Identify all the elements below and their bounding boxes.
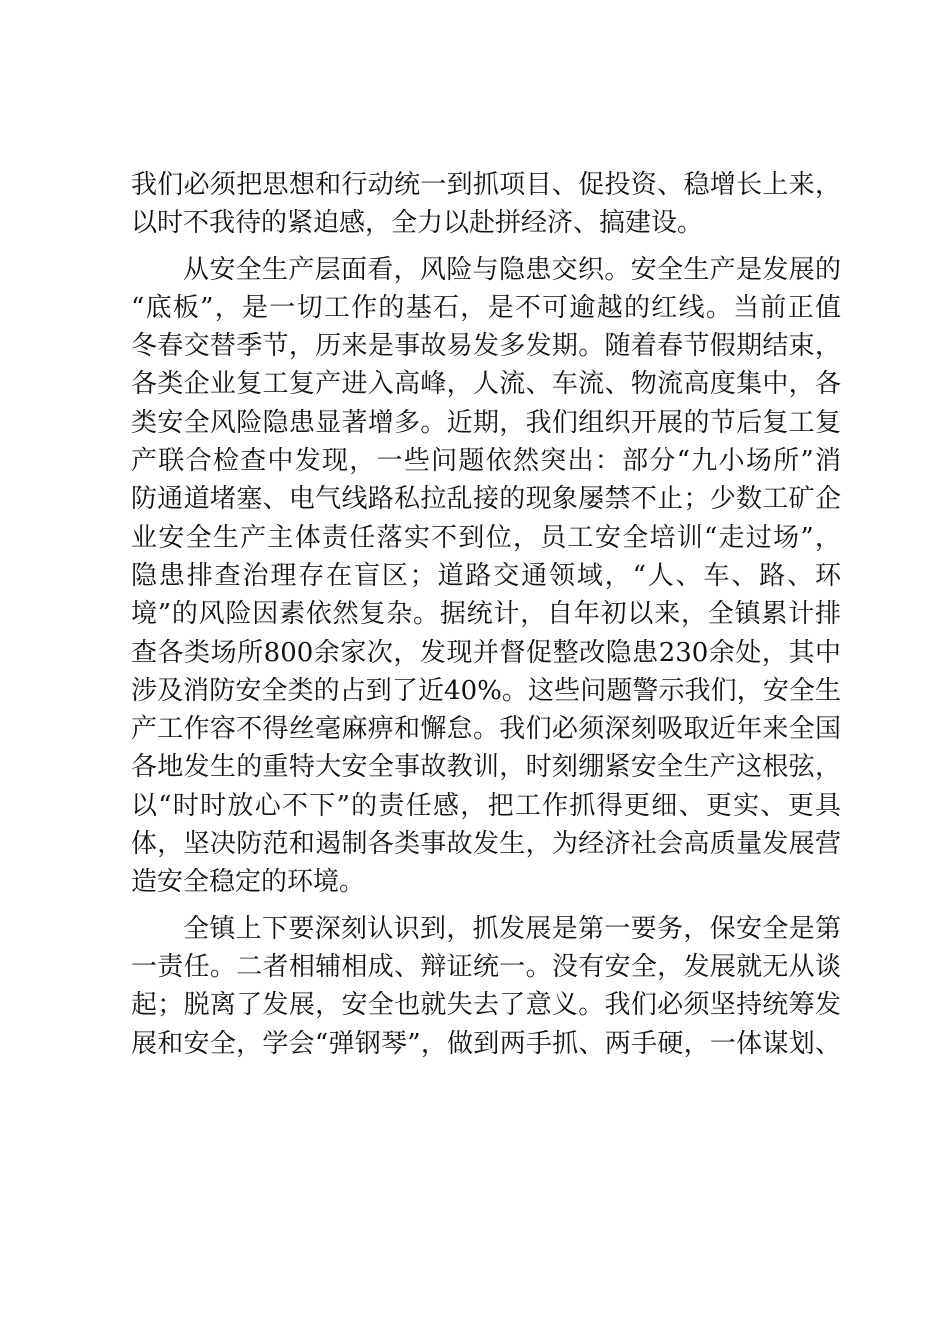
text-line: 境”的风险因素依然复杂。据统计，自年初以来，全镇累计排	[131, 599, 841, 630]
text-line: 体，坚决防范和遏制各类事故发生，为经济社会高质量发展营	[131, 829, 841, 860]
text-line: 以“时时放心不下”的责任感，把工作抓得更细、更实、更具	[131, 790, 841, 821]
text-line: 各地发生的重特大安全事故教训，时刻绷紧安全生产这根弦，	[131, 752, 841, 783]
text-line: 一责任。二者相辅相成、辩证统一。没有安全，发展就无从谈	[131, 951, 841, 982]
text-line: 冬春交替季节，历来是事故易发多发期。随着春节假期结束，	[131, 331, 841, 362]
text-line: 类安全风险隐患显著增多。近期，我们组织开展的节后复工复	[131, 407, 841, 438]
text-line: 涉及消防安全类的占到了近40%。这些问题警示我们，安全生	[131, 675, 841, 706]
text-line: 各类企业复工复产进入高峰，人流、车流、物流高度集中，各	[131, 369, 841, 400]
text-line: 我们必须把思想和行动统一到抓项目、促投资、稳增长上来，	[131, 170, 841, 200]
text-line: 隐患排查治理存在盲区；道路交通领域，“人、车、路、环	[131, 560, 841, 591]
text-line: 业安全生产主体责任落实不到位，员工安全培训“走过场”，	[131, 522, 841, 553]
text-line: 产联合检查中发现，一些问题依然突出：部分“九小场所”消	[131, 446, 841, 477]
document-body	[131, 166, 841, 1063]
text-line: 以时不我待的紧迫感，全力以赴拼经济、搞建设。	[131, 208, 704, 239]
text-line: 从安全生产层面看，风险与隐患交织。安全生产是发展的	[183, 254, 841, 285]
text-line: 展和安全，学会“弹钢琴”，做到两手抓、两手硬，一体谋划、	[131, 1028, 841, 1059]
text-line: “底板”，是一切工作的基石，是不可逾越的红线。当前正值	[131, 292, 841, 323]
paragraph	[131, 166, 841, 243]
text-line: 查各类场所800余家次，发现并督促整改隐患230余处，其中	[131, 637, 841, 668]
paragraph	[131, 910, 841, 1063]
text-line: 产工作容不得丝毫麻痹和懈怠。我们必须深刻吸取近年来全国	[131, 714, 841, 745]
text-line: 造安全稳定的环境。	[131, 867, 366, 898]
text-line: 全镇上下要深刻认识到，抓发展是第一要务，保安全是第	[183, 913, 841, 944]
text-line: 防通道堵塞、电气线路私拉乱接的现象屡禁不止；少数工矿企	[131, 484, 841, 515]
text-line: 起；脱离了发展，安全也就失去了意义。我们必须坚持统筹发	[131, 990, 841, 1021]
paragraph	[131, 251, 841, 902]
